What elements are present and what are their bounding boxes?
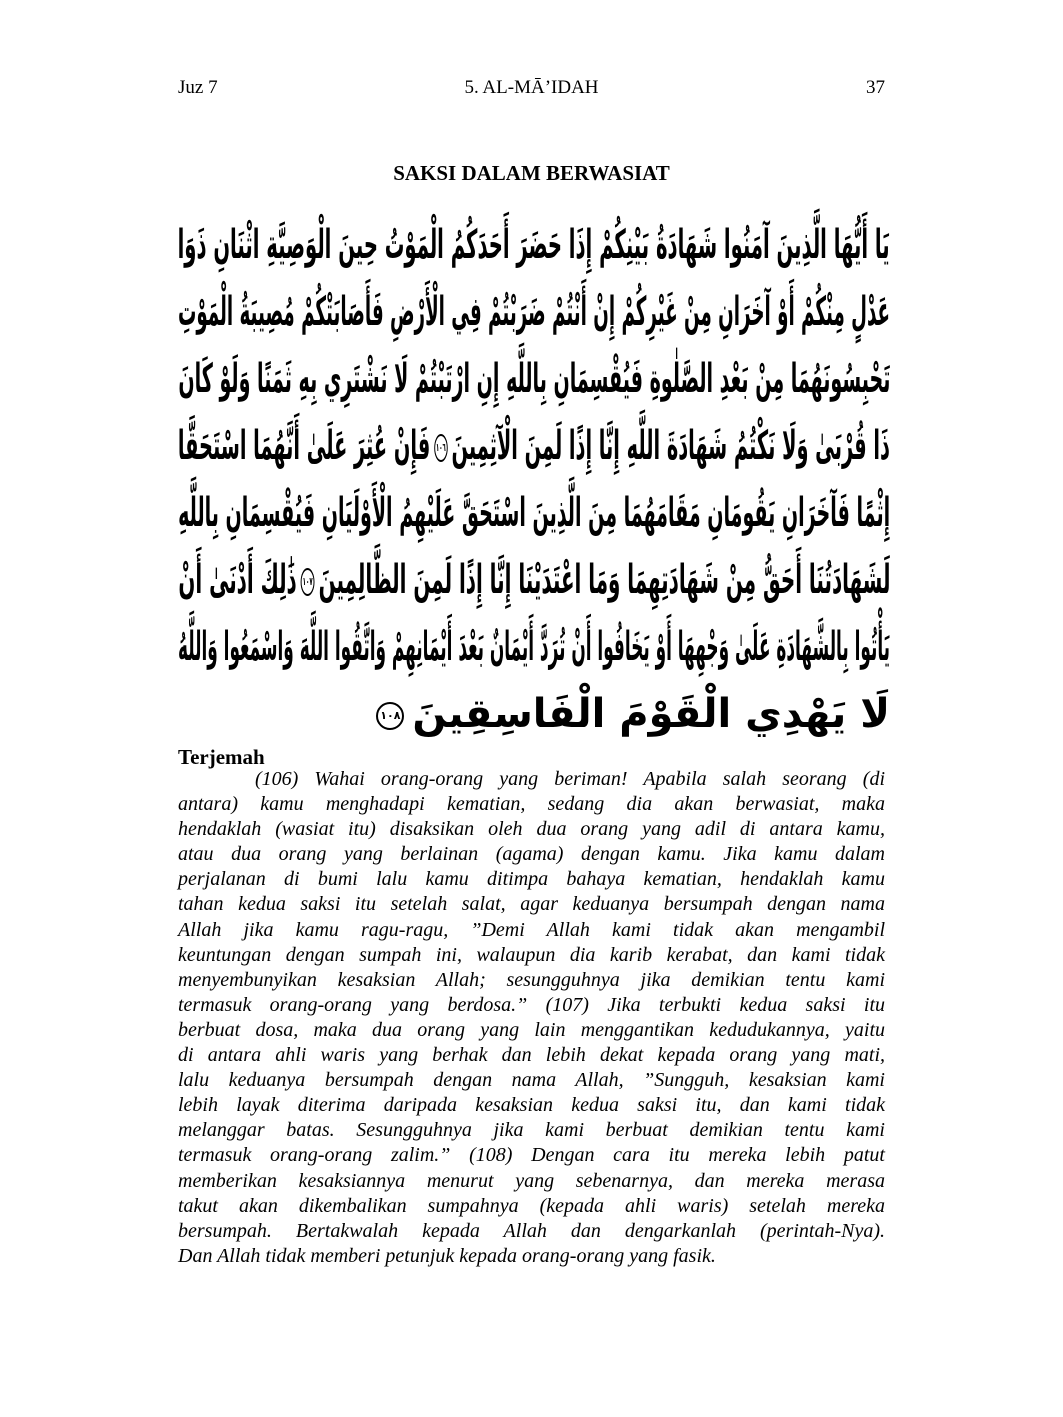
translation-line: melanggar batas. Sesungguhnya jika kami berbuat demikian tentu kami xyxy=(178,1119,885,1142)
arabic-line-text: تَحْبِسُونَهُمَا مِنْ بَعْدِ الصَّلٰوةِ فَيُقْسِمَانِ بِاللَّهِ إِنِ ارْتَبْتُمْ لَا نَشْتَرِي بِهِ ثَمَنًا وَلَوْ كَانَ xyxy=(178,356,890,402)
translation-line: perjalanan di bumi lalu kamu ditimpa bahaya kematian, hendaklah kamu xyxy=(178,868,885,891)
translation-line: termasuk orang-orang yang berdosa.” (107) Jika terbukti kedua saksi itu xyxy=(178,993,885,1016)
translation-paragraph xyxy=(178,767,885,1269)
arabic-verse-block xyxy=(178,212,890,748)
arabic-line xyxy=(178,279,890,346)
arabic-line-text: يَأْتُوا بِالشَّهَادَةِ عَلَىٰ وَجْهِهَا أَوْ يَخَافُوا أَنْ تُرَدَّ أَيْمَانٌ بَعْدَ أَيْمَانِهِمْ وَاتَّقُوا اللَّهَ وَاسْمَعُوا وَاللَّهُ xyxy=(178,624,890,670)
translation-line: bersumpah. Bertakwalah kepada Allah dan dengarkanlah (perintah-Nya). xyxy=(178,1219,885,1242)
section-title: SAKSI DALAM BERWASIAT xyxy=(393,161,670,185)
arabic-line-group xyxy=(178,547,890,614)
arabic-line xyxy=(178,480,890,547)
arabic-line xyxy=(178,681,890,748)
translation-line: (106) Wahai orang-orang yang beriman! Apabila salah seorang (di xyxy=(255,768,885,790)
arabic-line-text: لَشَهَادَتُنَا أَحَقُّ مِنْ شَهَادَتِهِمَا وَمَا اعْتَدَيْنَا إِنَّا إِذًا لَمِنَ الظَّالِمِينَ xyxy=(318,557,890,603)
translation-line: menyembunyikan kesaksian Allah; sesungguhnya jika demikian tentu kami xyxy=(178,968,885,991)
translation-line: berbuat dosa, maka dua orang yang lain menggantikan kedudukannya, yaitu xyxy=(178,1018,885,1041)
arabic-line-group xyxy=(368,681,890,748)
arabic-line-text: يَا أَيُّهَا الَّذِينَ آمَنُوا شَهَادَةُ بَيْنِكُمْ إِذَا حَضَرَ أَحَدَكُمُ الْمَوْتُ حِينَ الْوَصِيَّةِ اثْنَانِ ذَوَا xyxy=(178,222,890,268)
arabic-line xyxy=(178,547,890,614)
ayah-number-marker: ١٠٨ xyxy=(376,702,404,730)
translation-line: lalu keduanya bersumpah dengan nama Allah, ”Sungguh, kesaksian kami xyxy=(178,1069,885,1092)
arabic-line-text: إِثْمًا فَآخَرَانِ يَقُومَانِ مَقَامَهُمَا مِنَ الَّذِينَ اسْتَحَقَّ عَلَيْهِمُ الْأَوْلَيَانِ فَيُقْسِمَانِ بِاللَّهِ xyxy=(178,490,890,536)
arabic-line xyxy=(178,346,890,413)
translation-line: termasuk orang-orang zalim.” (108) Dengan cara itu mereka lebih patut xyxy=(178,1144,885,1167)
translation-line: lebih layak diterima daripada kesaksian kedua saksi itu, dan kami tidak xyxy=(178,1094,885,1117)
arabic-line-text: عَدْلٍ مِنْكُمْ أَوْ آخَرَانِ مِنْ غَيْرِكُمْ إِنْ أَنْتُمْ ضَرَبْتُمْ فِي الْأَرْضِ فَأَصَابَتْكُمْ مُصِيبَةُ الْمَوْتِ xyxy=(178,289,890,335)
translation-line: takut akan dikembalikan sumpahnya (kepada ahli waris) setelah mereka xyxy=(178,1194,885,1217)
ayah-number-marker: ١٠٦ xyxy=(434,434,448,462)
translation-line: keuntungan dengan sumpah ini, walaupun dia karib kerabat, dan kami tidak xyxy=(178,943,885,966)
translation-line: Dan Allah tidak memberi petunjuk kepada orang-orang yang fasik. xyxy=(178,1244,716,1267)
arabic-line xyxy=(178,614,890,681)
running-header-surah: 5. AL-MĀ’IDAH xyxy=(464,77,599,98)
running-header-juz: Juz 7 xyxy=(178,77,218,98)
arabic-line-text: ذَا قُرْبَىٰ وَلَا نَكْتُمُ شَهَادَةَ اللَّهِ إِنَّا إِذًا لَمِنَ الْآثِمِينَ xyxy=(451,423,890,469)
translation-line: tahan kedua saksi itu setelah salat, agar keduanya bersumpah dengan nama xyxy=(178,893,885,916)
translation-line: antara) kamu menghadapi kematian, sedang dia akan berwasiat, maka xyxy=(178,793,885,816)
translation-line: Allah jika kamu ragu-ragu, ”Demi Allah kami tidak akan mengambil xyxy=(178,918,885,941)
arabic-line-group xyxy=(178,413,890,480)
arabic-line xyxy=(178,413,890,480)
arabic-line-text: فَإِنْ عُثِرَ عَلَىٰ أَنَّهُمَا اسْتَحَقَّا xyxy=(178,423,431,469)
translation-line: atau dua orang yang berlainan (agama) dengan kamu. Jika kamu dalam xyxy=(178,843,885,866)
translation-line: hendaklah (wasiat itu) disaksikan oleh dua orang yang adil di antara kamu, xyxy=(178,818,885,841)
translation-heading: Terjemah xyxy=(178,745,265,769)
arabic-line-text: ذَٰلِكَ أَدْنَىٰ أَنْ xyxy=(178,557,297,603)
arabic-line xyxy=(178,212,890,279)
translation-line: memberikan kesaksiannya menurut yang sebenarnya, dan mereka merasa xyxy=(178,1169,885,1192)
translation-line: di antara ahli waris yang berhak dan lebih dekat kepada orang yang mati, xyxy=(178,1044,885,1067)
arabic-line-text: لَا يَهْدِي الْقَوْمَ الْفَاسِقِينَ xyxy=(412,691,890,737)
ayah-number-marker: ١٠٧ xyxy=(300,568,314,596)
page-number: 37 xyxy=(866,77,885,98)
